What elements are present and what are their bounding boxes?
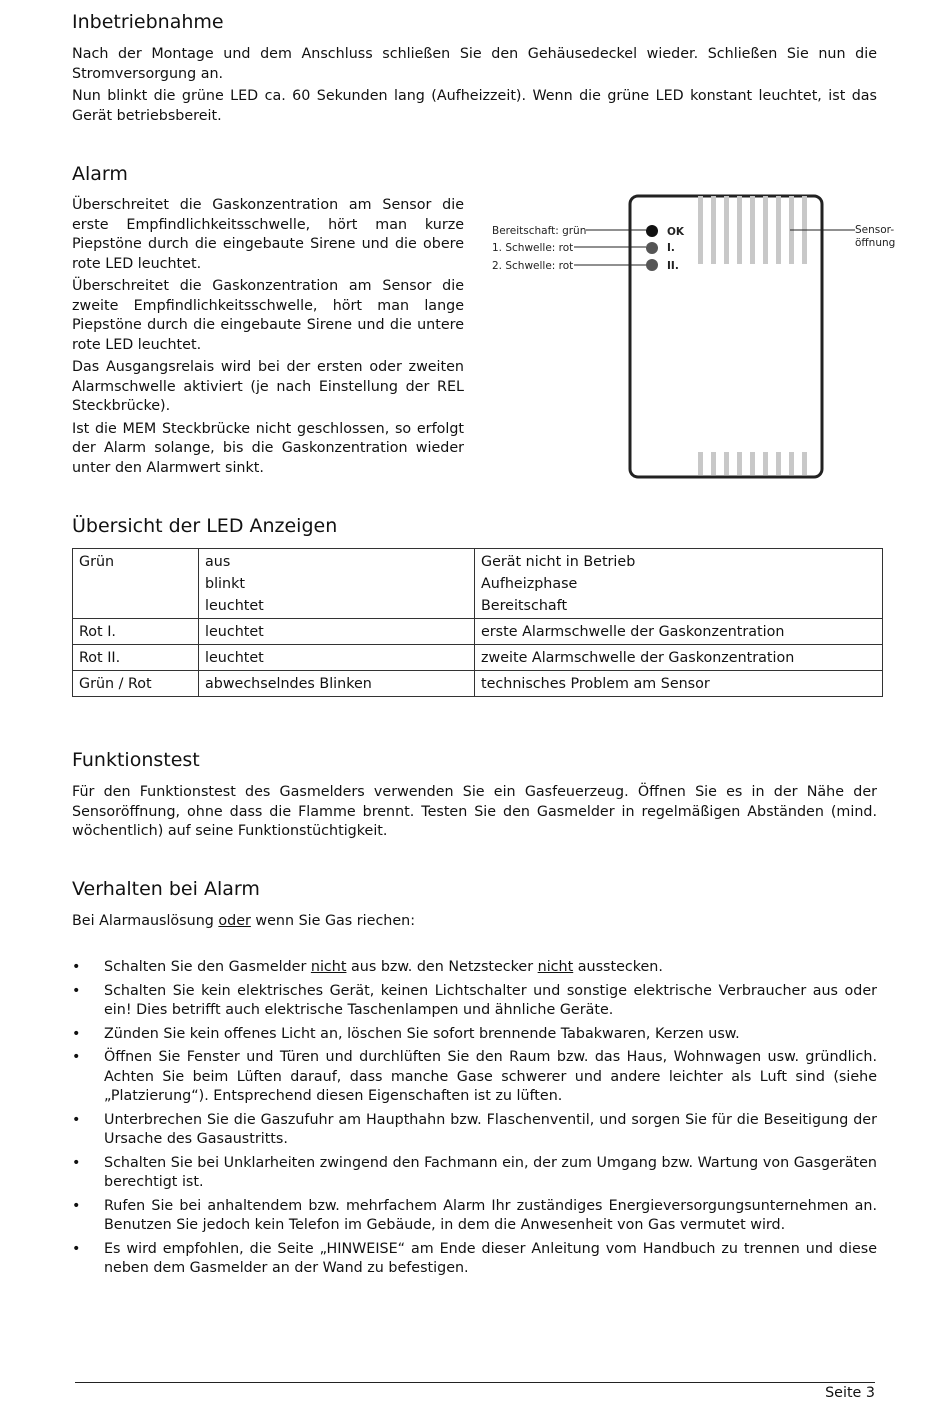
meaning-text: Aufheizphase — [481, 576, 578, 592]
list-item — [72, 1240, 877, 1279]
bullet: • — [72, 1197, 81, 1214]
paragraph — [72, 912, 877, 932]
label-threshold-1: 1. Schwelle: rot — [492, 242, 574, 254]
bullet: • — [72, 959, 81, 975]
label-threshold-2: 2. Schwelle: rot — [492, 260, 574, 272]
heading-alarm: Alarm — [72, 163, 128, 185]
label-ready: Bereitschaft: grün — [492, 225, 587, 237]
bullet: • — [72, 1025, 81, 1042]
table-cell: leuchtet — [199, 619, 475, 645]
paragraph: Nach der Montage und dem Anschluss schließen Sie den Gehäusedeckel wieder. Schließen Sie nun die Stromversorgung an. — [72, 46, 877, 82]
list-item — [72, 958, 877, 978]
led-threshold-2 — [646, 259, 658, 271]
item-text: aus bzw. den Netzstecker — [346, 959, 538, 975]
table-cell — [199, 549, 475, 619]
led-table — [72, 548, 883, 697]
item-text: Es wird empfohlen, die Seite „HINWEISE“ am Ende dieser Anleitung vom Handbuch zu trennen und diese neben dem Gasmelder an der Wand zu befestigen. — [104, 1240, 877, 1276]
table-row — [73, 619, 883, 645]
item-text: ausstecken. — [573, 959, 663, 975]
paragraph: Überschreitet die Gaskonzentration am Sensor die erste Empfindlichkeitsschwelle, hört man kurze Piepstöne durch die eingebaute Sirene und die obere rote LED leuchtet. — [72, 197, 464, 272]
state-text: blinkt — [205, 576, 245, 592]
list-item — [72, 1048, 877, 1107]
table-cell — [475, 549, 883, 619]
state-text: aus — [205, 554, 231, 570]
table-cell: Grün / Rot — [73, 671, 199, 697]
meaning-text: Bereitschaft — [481, 598, 568, 614]
table-cell: abwechselndes Blinken — [199, 671, 475, 697]
bullet: • — [72, 1154, 81, 1171]
paragraph: Das Ausgangsrelais wird bei der ersten oder zweiten Alarmschwelle aktiviert (je nach Einstellung der REL Steckbrücke). — [72, 359, 464, 414]
heading-led-overview: Übersicht der LED Anzeigen — [72, 515, 338, 537]
list-item — [72, 982, 877, 1021]
item-text: Schalten Sie den Gasmelder — [104, 959, 311, 975]
table-cell: Rot I. — [73, 619, 199, 645]
alarm-text — [72, 196, 464, 481]
alarm-rules-list — [72, 958, 877, 1283]
bullet: • — [72, 1240, 81, 1257]
paragraph: Nun blinkt die grüne LED ca. 60 Sekunden lang (Aufheizzeit). Wenn die grüne LED konstant leuchtet, ist das Gerät betriebsbereit. — [72, 88, 877, 124]
item-text: Öffnen Sie Fenster und Türen und durchlüften Sie den Raum bzw. das Haus, Wohnwagen usw. gründlich. Achten Sie beim Lüften darauf, dass manche Gase schwerer und andere leichter als Luft sind (siehe „Platzierung“). Entsprechend diesen Eigenschaften ist zu lüften. — [104, 1049, 877, 1104]
bullet: • — [72, 1049, 81, 1065]
heading-verhalten: Verhalten bei Alarm — [72, 878, 260, 900]
meaning-text: Gerät nicht in Betrieb — [481, 554, 636, 570]
table-cell: Grün — [73, 549, 199, 619]
item-text: Zünden Sie kein offenes Licht an, löschen Sie sofort brennende Tabakwaren, Kerzen usw. — [104, 1025, 740, 1042]
led-label-1: I. — [667, 242, 675, 254]
item-text: Schalten Sie kein elektrisches Gerät, keinen Lichtschalter und sonstige elektrische Verbraucher aus oder ein! Dies betrifft auch elektrische Taschenlampen und ähnliche Geräte. — [104, 982, 877, 1018]
inbetriebnahme-text — [72, 45, 877, 126]
list-item — [72, 1025, 877, 1045]
table-row — [73, 645, 883, 671]
sensor-label-line2: öffnung — [855, 237, 896, 249]
led-threshold-1 — [646, 242, 658, 254]
item-text: Unterbrechen Sie die Gaszufuhr am Haupthahn bzw. Flaschenventil, und sorgen Sie für die Beseitigung der Ursache des Gasaustritts. — [104, 1111, 877, 1147]
state-text: leuchtet — [205, 598, 264, 614]
funktionstest-text — [72, 783, 877, 842]
table-cell: zweite Alarmschwelle der Gaskonzentration — [475, 645, 883, 671]
bullet: • — [72, 982, 81, 999]
table-cell: leuchtet — [199, 645, 475, 671]
sensor-label-line1: Sensor- — [855, 224, 895, 236]
led-label-2: II. — [667, 260, 679, 272]
list-item — [72, 1197, 877, 1236]
list-item — [72, 1111, 877, 1150]
paragraph: Ist die MEM Steckbrücke nicht geschlossen, so erfolgt der Alarm solange, bis die Gaskonzentration wieder unter den Alarmwert sinkt. — [72, 420, 464, 476]
led-label-ok: OK — [667, 226, 685, 238]
footer-divider — [75, 1382, 875, 1383]
table-cell: Rot II. — [73, 645, 199, 671]
page-number: Seite 3 — [825, 1385, 875, 1401]
table-cell: technisches Problem am Sensor — [475, 671, 883, 697]
intro-text: Bei Alarmauslösung — [72, 913, 219, 929]
heading-funktionstest: Funktionstest — [72, 749, 200, 771]
paragraph: Für den Funktionstest des Gasmelders verwenden Sie ein Gasfeuerzeug. Öffnen Sie es in der Nähe der Sensoröffnung, ohne dass die Flamme brennt. Testen Sie den Gasmelder in regelmäßigen Abständen (mind. wöchentlich) auf seine Funktionstüchtigkeit. — [72, 784, 877, 839]
intro-text: wenn Sie Gas riechen: — [250, 913, 416, 929]
table-row — [73, 549, 883, 619]
table-cell: erste Alarmschwelle der Gaskonzentration — [475, 619, 883, 645]
item-emphasis: nicht — [537, 959, 574, 975]
led-ok — [646, 225, 658, 237]
item-text: Rufen Sie bei anhaltendem bzw. mehrfachem Alarm Ihr zuständiges Energieversorgungsunternehmen an. Benutzen Sie jedoch kein Telefon im Gebäude, in dem die Anwesenheit von Gas vermutet wird. — [104, 1197, 877, 1233]
heading-inbetriebnahme: Inbetriebnahme — [72, 11, 224, 33]
table-row — [73, 671, 883, 697]
item-text: Schalten Sie bei Unklarheiten zwingend den Fachmann ein, der zum Umgang bzw. Wartung von Gasgeräten berechtigt ist. — [104, 1154, 877, 1190]
verhalten-intro — [72, 912, 877, 932]
sensor-vents-bottom — [698, 452, 807, 475]
bullet: • — [72, 1111, 81, 1128]
item-emphasis: nicht — [310, 959, 347, 975]
intro-emphasis: oder — [218, 913, 251, 929]
list-item — [72, 1154, 877, 1193]
paragraph: Überschreitet die Gaskonzentration am Sensor die zweite Empfindlichkeitsschwelle, hört man lange Piepstöne durch die eingebaute Sirene und die untere rote LED leuchtet. — [72, 278, 464, 353]
device-diagram — [490, 188, 900, 483]
